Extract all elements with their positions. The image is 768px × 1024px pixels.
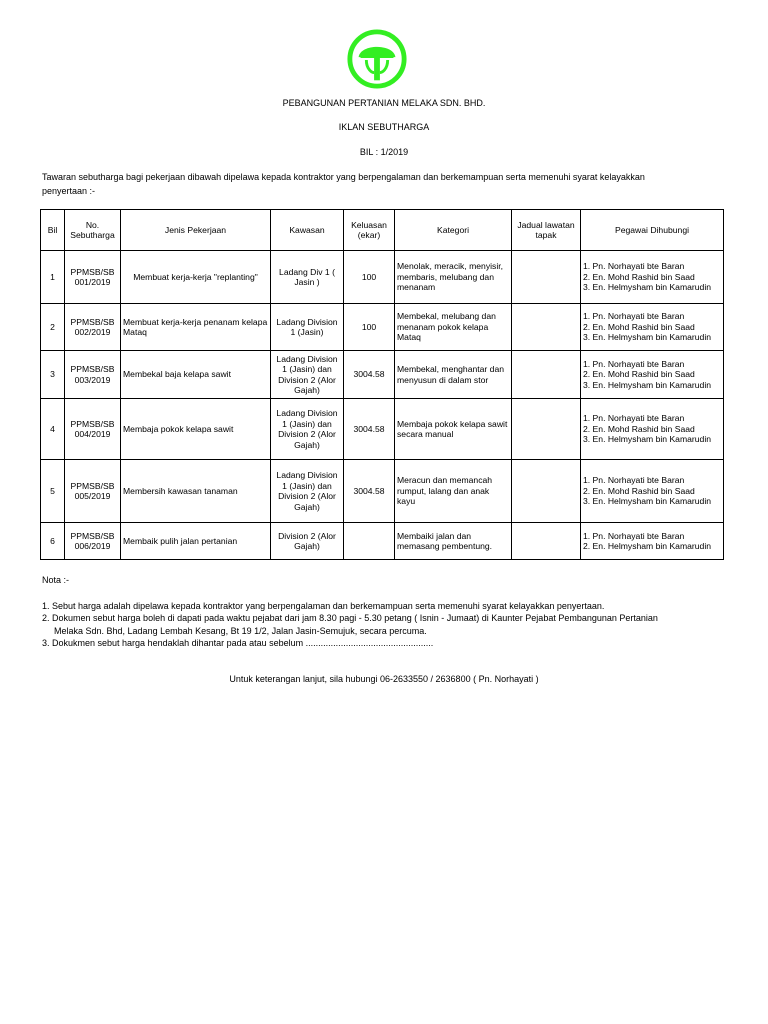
table-row — [41, 523, 724, 560]
cell-keluasan: 100 — [344, 304, 395, 351]
company-logo — [346, 28, 408, 90]
cell-kategori: Membekal, menghantar dan menyusun di dalam stor — [395, 351, 512, 399]
cell-no: PPMSB/SB 001/2019 — [65, 251, 121, 304]
cell-bil: 3 — [41, 351, 65, 399]
cell-kawasan: Ladang Division 1 (Jasin) dan Division 2 (Alor Gajah) — [271, 399, 344, 460]
pegawai-item: 2. En. Mohd Rashid bin Saad — [583, 271, 695, 282]
cell-no: PPMSB/SB 006/2019 — [65, 523, 121, 560]
pegawai-item: 3. En. Helmysham bin Kamarudin — [583, 332, 712, 343]
cell-kategori: Menolak, meracik, menyisir, membaris, melubang dan menanam — [395, 251, 512, 304]
cell-pegawai — [581, 304, 724, 351]
cell-keluasan: 3004.58 — [344, 351, 395, 399]
header-pegawai: Pegawai Dihubungi — [581, 210, 724, 251]
pegawai-item: 1. Pn. Norhayati bte Baran — [583, 261, 685, 272]
cell-no: PPMSB/SB 004/2019 — [65, 399, 121, 460]
table-row — [41, 399, 724, 460]
cell-bil: 5 — [41, 460, 65, 523]
cell-kategori: Membaiki jalan dan memasang pembentung. — [395, 523, 512, 560]
pegawai-item: 3. En. Helmysham bin Kamarudin — [583, 379, 712, 390]
cell-jadual — [512, 251, 581, 304]
header-keluasan: Keluasan (ekar) — [344, 210, 395, 251]
cell-jenis: Membekal baja kelapa sawit — [121, 351, 271, 399]
cell-jenis: Membersih kawasan tanaman — [121, 460, 271, 523]
cell-keluasan: 100 — [344, 251, 395, 304]
pegawai-item: 3. En. Helmysham bin Kamarudin — [583, 282, 712, 293]
pegawai-item: 3. En. Helmysham bin Kamarudin — [583, 434, 712, 445]
pegawai-item: 1. Pn. Norhayati bte Baran — [583, 475, 685, 486]
pegawai-item: 2. En. Mohd Rashid bin Saad — [583, 485, 695, 496]
cell-jadual — [512, 351, 581, 399]
cell-kawasan: Division 2 (Alor Gajah) — [271, 523, 344, 560]
cell-bil: 1 — [41, 251, 65, 304]
cell-kawasan: Ladang Division 1 (Jasin) — [271, 304, 344, 351]
header-jenis: Jenis Pekerjaan — [121, 210, 271, 251]
pegawai-item: 1. Pn. Norhayati bte Baran — [583, 311, 685, 322]
pegawai-item: 2. En. Mohd Rashid bin Saad — [583, 321, 695, 332]
table-row — [41, 460, 724, 523]
page-title: IKLAN SEBUTHARGA — [338, 122, 430, 132]
note-item: 3. Dokukmen sebut harga hendaklah dihantar pada atau sebelum ................................................... — [42, 638, 434, 648]
pegawai-item: 2. En. Helmysham bin Kamarudin — [583, 541, 712, 551]
header-kawasan: Kawasan — [271, 210, 344, 251]
cell-jadual — [512, 399, 581, 460]
cell-keluasan — [344, 523, 395, 560]
pegawai-item: 3. En. Helmysham bin Kamarudin — [583, 496, 712, 507]
cell-pegawai — [581, 399, 724, 460]
table-row — [41, 251, 724, 304]
cell-keluasan: 3004.58 — [344, 399, 395, 460]
cell-jadual — [512, 460, 581, 523]
table-header-row — [41, 210, 724, 251]
header-kategori: Kategori — [395, 210, 512, 251]
note-item: 1. Sebut harga adalah dipelawa kepada kontraktor yang berpengalaman dan berkemampuan serta memenuhi syarat kelayakkan penyertaan. — [42, 600, 605, 611]
cell-pegawai — [581, 523, 724, 560]
cell-kategori: Meracun dan memancah rumput, lalang dan anak kayu — [395, 460, 512, 523]
cell-bil: 4 — [41, 399, 65, 460]
table-row — [41, 351, 724, 399]
cell-jadual — [512, 523, 581, 560]
cell-keluasan: 3004.58 — [344, 460, 395, 523]
cell-pegawai — [581, 251, 724, 304]
notes-section — [42, 574, 722, 650]
cell-kategori: Membaja pokok kelapa sawit secara manual — [395, 399, 512, 460]
pegawai-item: 1. Pn. Norhayati bte Baran — [583, 530, 685, 541]
cell-no: PPMSB/SB 003/2019 — [65, 351, 121, 399]
header-jadual: Jadual lawatan tapak — [512, 210, 581, 251]
pegawai-item: 2. En. Mohd Rashid bin Saad — [583, 369, 695, 380]
cell-kawasan: Ladang Div 1 ( Jasin ) — [271, 251, 344, 304]
intro-paragraph: Tawaran sebutharga bagi pekerjaan dibawah dipelawa kepada kontraktor yang berpengalaman dan berkemampuan serta memenuhi syarat kelayakkan penyertaan :- — [42, 172, 645, 196]
cell-jenis: Membuat kerja-kerja "replanting" — [121, 251, 271, 304]
notes-heading: Nota :- — [42, 575, 70, 585]
cell-jenis: Membaja pokok kelapa sawit — [121, 399, 271, 460]
bil-number: BIL : 1/2019 — [359, 147, 409, 157]
cell-pegawai — [581, 351, 724, 399]
note-item: 2. Dokumen sebut harga boleh di dapati pada waktu pejabat dari jam 8.30 pagi - 5.30 petang ( Isnin - Jumaat) di Kaunter Pejabat Pembangunan Pertanian — [42, 613, 658, 623]
cell-bil: 6 — [41, 523, 65, 560]
pegawai-item: 1. Pn. Norhayati bte Baran — [583, 358, 685, 369]
cell-jadual — [512, 304, 581, 351]
pegawai-item: 1. Pn. Norhayati bte Baran — [583, 413, 685, 424]
cell-kategori: Membekal, melubang dan menanam pokok kelapa Mataq — [395, 304, 512, 351]
cell-bil: 2 — [41, 304, 65, 351]
tender-table — [40, 209, 724, 560]
note-item-continuation: Melaka Sdn. Bhd, Ladang Lembah Kesang, Bt 19 1/2, Jalan Jasin-Semujuk, secara percuma. — [54, 625, 427, 636]
cell-no: PPMSB/SB 002/2019 — [65, 304, 121, 351]
cell-kawasan: Ladang Division 1 (Jasin) dan Division 2 (Alor Gajah) — [271, 351, 344, 399]
pegawai-item: 2. En. Mohd Rashid bin Saad — [583, 423, 695, 434]
table-row — [41, 304, 724, 351]
company-name: PEBANGUNAN PERTANIAN MELAKA SDN. BHD. — [282, 98, 486, 108]
header-no: No. Sebutharga — [65, 210, 121, 251]
cell-no: PPMSB/SB 005/2019 — [65, 460, 121, 523]
cell-kawasan: Ladang Division 1 (Jasin) dan Division 2 (Alor Gajah) — [271, 460, 344, 523]
cell-jenis: Membaik pulih jalan pertanian — [121, 523, 271, 560]
cell-pegawai — [581, 460, 724, 523]
contact-footer: Untuk keterangan lanjut, sila hubungi 06-2633550 / 2636800 ( Pn. Norhayati ) — [229, 674, 539, 684]
header-bil: Bil — [41, 210, 65, 251]
cell-jenis: Membuat kerja-kerja penanam kelapa Mataq — [121, 304, 271, 351]
